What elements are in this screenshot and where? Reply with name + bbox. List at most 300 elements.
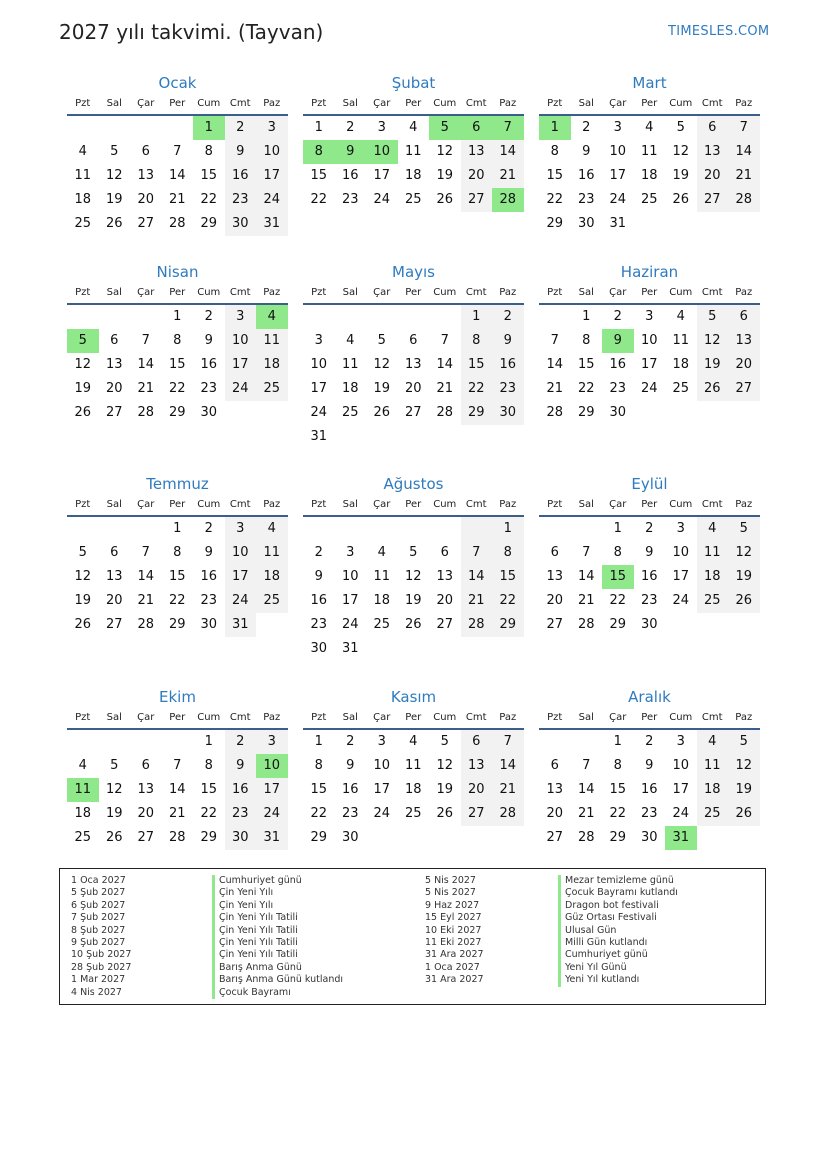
- weekday-label: Pzt: [311, 712, 327, 723]
- day-cell: 3: [314, 333, 323, 348]
- day-cell: 6: [461, 730, 493, 754]
- day-grid: [67, 305, 288, 425]
- day-cell: 4: [409, 120, 418, 135]
- empty-cell: [130, 517, 162, 541]
- day-cell: 29: [200, 830, 218, 845]
- day-cell: 20: [105, 593, 123, 608]
- day-cell: 23: [200, 593, 218, 608]
- weekday-label: Paz: [263, 98, 281, 109]
- day-cell: 10: [609, 144, 627, 159]
- day-cell: 7: [582, 545, 591, 560]
- day-cell: 8: [314, 758, 323, 773]
- month-8: [303, 473, 524, 661]
- weekday-label: Sal: [342, 287, 358, 298]
- weekday-label: Sal: [342, 712, 358, 723]
- day-cell: 21: [436, 381, 454, 396]
- weekday-label: Pzt: [311, 98, 327, 109]
- day-cell: 30: [492, 401, 524, 425]
- day-cell: 22: [200, 806, 218, 821]
- day-cell: 21: [137, 593, 155, 608]
- empty-cell: [99, 730, 131, 754]
- month-6: [539, 261, 760, 425]
- weekday-label: Pzt: [75, 287, 91, 298]
- day-cell: 18: [373, 593, 391, 608]
- day-cell: 6: [110, 545, 119, 560]
- day-cell: 1: [492, 517, 524, 541]
- day-cell: 22: [168, 593, 186, 608]
- weekday-label: Paz: [735, 712, 753, 723]
- day-cell: 22: [310, 192, 328, 207]
- weekday-label: Çar: [137, 287, 155, 298]
- day-grid: [303, 730, 524, 850]
- day-cell: 20: [546, 806, 564, 821]
- day-cell: 2: [645, 734, 654, 749]
- day-cell: 6: [141, 144, 150, 159]
- day-cell: 8: [492, 541, 524, 565]
- day-cell: 10: [672, 545, 690, 560]
- holiday-name: Cumhuriyet günü: [212, 875, 343, 887]
- day-cell: 24: [672, 593, 690, 608]
- empty-cell: [461, 517, 493, 541]
- holiday-date: 6 Şub 2027: [71, 899, 126, 911]
- day-cell: 5: [110, 758, 119, 773]
- day-cell: 29: [492, 613, 524, 637]
- day-cell: 4: [377, 545, 386, 560]
- day-cell: 18: [697, 565, 729, 589]
- day-cell: 24: [225, 589, 257, 613]
- day-cell: 25: [697, 589, 729, 613]
- day-cell: 25: [640, 192, 658, 207]
- day-cell: 5: [377, 333, 386, 348]
- weekday-label: Sal: [106, 499, 122, 510]
- day-cell: 20: [105, 381, 123, 396]
- weekday-label: Per: [405, 98, 422, 109]
- day-cell: 25: [74, 830, 92, 845]
- weekday-label: Cum: [197, 499, 221, 510]
- day-cell: 21: [168, 192, 186, 207]
- day-cell: 15: [577, 357, 595, 372]
- day-cell: 26: [697, 377, 729, 401]
- empty-cell: [571, 517, 603, 541]
- day-cell: 24: [640, 381, 658, 396]
- day-cell: 29: [200, 216, 218, 231]
- weekday-label: Çar: [373, 712, 391, 723]
- day-cell: 28: [168, 830, 186, 845]
- day-cell: 10: [640, 333, 658, 348]
- day-cell: 14: [168, 168, 186, 183]
- day-cell: 20: [697, 164, 729, 188]
- weekday-header: [539, 283, 760, 305]
- day-cell: 10: [310, 357, 328, 372]
- weekday-label: Sal: [342, 499, 358, 510]
- day-cell: 5: [697, 305, 729, 329]
- weekday-label: Cmt: [229, 499, 251, 510]
- day-cell: 1: [314, 734, 323, 749]
- day-cell: 24: [672, 806, 690, 821]
- day-cell: 15: [200, 168, 218, 183]
- weekday-label: Cmt: [229, 712, 251, 723]
- day-cell: 26: [728, 589, 760, 613]
- holiday-name: Çin Yeni Yılı Tatili: [212, 925, 343, 937]
- day-cell: 25: [672, 381, 690, 396]
- empty-cell: [539, 305, 571, 329]
- day-cell: 1: [613, 521, 622, 536]
- day-cell: 25: [404, 192, 422, 207]
- day-cell: 14: [168, 782, 186, 797]
- day-cell: 30: [341, 830, 359, 845]
- day-cell: 27: [137, 830, 155, 845]
- day-cell: 17: [373, 782, 391, 797]
- day-cell: 5: [409, 545, 418, 560]
- day-cell: 27: [461, 802, 493, 826]
- page-title: 2027 yılı takvimi. (Tayvan): [59, 20, 324, 44]
- day-cell: 18: [640, 168, 658, 183]
- holiday-list: [59, 868, 766, 1005]
- day-cell: 3: [346, 545, 355, 560]
- day-grid: [539, 730, 760, 850]
- month-3: [539, 72, 760, 236]
- day-cell: 7: [173, 758, 182, 773]
- day-cell: 22: [168, 381, 186, 396]
- weekday-label: Sal: [106, 98, 122, 109]
- holiday-names-right: [558, 875, 678, 987]
- weekday-header: [539, 94, 760, 116]
- day-cell: 10: [225, 541, 257, 565]
- day-cell: 15: [461, 353, 493, 377]
- day-cell: 23: [200, 381, 218, 396]
- weekday-label: Cum: [669, 712, 693, 723]
- day-cell: 15: [168, 357, 186, 372]
- day-cell: 4: [697, 517, 729, 541]
- day-cell: 31: [256, 212, 288, 236]
- day-cell: 18: [341, 381, 359, 396]
- day-cell: 5: [110, 144, 119, 159]
- day-cell: 19: [105, 192, 123, 207]
- empty-cell: [429, 517, 461, 541]
- holiday-date: 5 Nis 2027: [425, 887, 476, 899]
- holiday-day-cell: 28: [492, 188, 524, 212]
- day-cell: 31: [310, 429, 328, 444]
- empty-cell: [429, 305, 461, 329]
- month-name: Haziran: [620, 263, 679, 281]
- day-cell: 5: [728, 517, 760, 541]
- day-cell: 17: [256, 164, 288, 188]
- day-cell: 21: [577, 593, 595, 608]
- day-cell: 12: [105, 782, 123, 797]
- day-cell: 29: [168, 617, 186, 632]
- day-cell: 25: [74, 216, 92, 231]
- day-cell: 19: [436, 168, 454, 183]
- day-cell: 30: [200, 405, 218, 420]
- month-7: [67, 473, 288, 637]
- day-cell: 30: [609, 405, 627, 420]
- day-cell: 20: [461, 164, 493, 188]
- day-cell: 5: [676, 120, 685, 135]
- day-cell: 19: [672, 168, 690, 183]
- day-cell: 2: [346, 734, 355, 749]
- weekday-label: Paz: [735, 499, 753, 510]
- day-cell: 22: [310, 806, 328, 821]
- day-cell: 9: [645, 758, 654, 773]
- day-cell: 8: [173, 333, 182, 348]
- day-cell: 22: [492, 589, 524, 613]
- day-cell: 2: [225, 730, 257, 754]
- day-grid: [303, 116, 524, 212]
- day-cell: 14: [577, 569, 595, 584]
- day-cell: 17: [672, 569, 690, 584]
- day-cell: 23: [341, 192, 359, 207]
- day-cell: 13: [436, 569, 454, 584]
- empty-cell: [162, 116, 194, 140]
- holiday-day-cell: 4: [256, 305, 288, 329]
- holiday-names-left: [212, 875, 343, 999]
- day-cell: 29: [461, 401, 493, 425]
- day-cell: 1: [173, 521, 182, 536]
- month-name: Şubat: [391, 74, 436, 92]
- weekday-label: Çar: [373, 499, 391, 510]
- day-cell: 3: [256, 730, 288, 754]
- day-cell: 3: [225, 517, 257, 541]
- weekday-label: Pzt: [547, 712, 563, 723]
- holiday-date: 9 Şub 2027: [71, 937, 126, 949]
- holiday-dates-right: [425, 875, 484, 987]
- day-cell: 3: [256, 116, 288, 140]
- day-cell: 8: [173, 545, 182, 560]
- holiday-date: 10 Eki 2027: [425, 924, 482, 936]
- day-cell: 2: [492, 305, 524, 329]
- month-2: [303, 72, 524, 212]
- day-cell: 1: [314, 120, 323, 135]
- holiday-name: Yeni Yıl kutlandı: [558, 974, 678, 986]
- day-cell: 28: [168, 216, 186, 231]
- day-grid: [67, 730, 288, 850]
- day-cell: 18: [404, 168, 422, 183]
- weekday-label: Pzt: [75, 98, 91, 109]
- day-cell: 13: [137, 168, 155, 183]
- holiday-day-cell: 7: [492, 116, 524, 140]
- day-cell: 20: [137, 806, 155, 821]
- day-cell: 21: [492, 778, 524, 802]
- weekday-label: Paz: [499, 499, 517, 510]
- day-cell: 9: [204, 333, 213, 348]
- day-cell: 9: [492, 329, 524, 353]
- month-name: Ocak: [158, 74, 197, 92]
- day-cell: 29: [577, 405, 595, 420]
- weekday-label: Per: [641, 499, 658, 510]
- day-cell: 2: [225, 116, 257, 140]
- day-cell: 31: [609, 216, 627, 231]
- day-cell: 18: [697, 778, 729, 802]
- day-cell: 1: [173, 309, 182, 324]
- day-cell: 6: [409, 333, 418, 348]
- day-cell: 26: [105, 830, 123, 845]
- weekday-header: [539, 495, 760, 517]
- day-cell: 22: [609, 806, 627, 821]
- day-cell: 18: [74, 192, 92, 207]
- empty-cell: [303, 517, 335, 541]
- day-cell: 16: [341, 168, 359, 183]
- day-cell: 2: [314, 545, 323, 560]
- day-cell: 19: [105, 806, 123, 821]
- holiday-name: Çocuk Bayramı kutlandı: [558, 887, 678, 899]
- weekday-label: Çar: [373, 287, 391, 298]
- day-cell: 21: [546, 381, 564, 396]
- weekday-label: Sal: [578, 98, 594, 109]
- weekday-label: Paz: [263, 287, 281, 298]
- day-cell: 20: [461, 778, 493, 802]
- weekday-label: Cum: [197, 287, 221, 298]
- day-cell: 29: [609, 617, 627, 632]
- holiday-day-cell: 31: [665, 826, 697, 850]
- weekday-label: Cmt: [465, 712, 487, 723]
- day-cell: 12: [373, 357, 391, 372]
- day-cell: 2: [613, 309, 622, 324]
- day-cell: 8: [613, 758, 622, 773]
- day-cell: 21: [137, 381, 155, 396]
- day-cell: 28: [137, 617, 155, 632]
- day-cell: 6: [728, 305, 760, 329]
- empty-cell: [67, 730, 99, 754]
- day-cell: 27: [436, 617, 454, 632]
- day-cell: 29: [168, 405, 186, 420]
- day-cell: 7: [550, 333, 559, 348]
- day-cell: 7: [440, 333, 449, 348]
- day-cell: 15: [492, 565, 524, 589]
- day-cell: 14: [461, 565, 493, 589]
- day-cell: 28: [492, 802, 524, 826]
- empty-cell: [99, 517, 131, 541]
- day-cell: 3: [613, 120, 622, 135]
- day-cell: 11: [341, 357, 359, 372]
- day-cell: 27: [461, 188, 493, 212]
- day-cell: 23: [310, 617, 328, 632]
- day-cell: 13: [461, 754, 493, 778]
- brand-link[interactable]: TIMESLES.COM: [668, 24, 770, 39]
- day-cell: 24: [225, 377, 257, 401]
- day-cell: 27: [105, 617, 123, 632]
- day-cell: 5: [728, 730, 760, 754]
- holiday-date: 1 Oca 2027: [71, 875, 126, 886]
- day-cell: 28: [577, 617, 595, 632]
- holiday-date: 5 Nis 2027: [425, 875, 476, 886]
- day-cell: 13: [546, 569, 564, 584]
- holiday-name: Çin Yeni Yılı Tatili: [212, 949, 343, 961]
- day-cell: 17: [373, 168, 391, 183]
- day-grid: [539, 116, 760, 236]
- weekday-label: Per: [641, 712, 658, 723]
- day-cell: 14: [492, 754, 524, 778]
- day-cell: 1: [461, 305, 493, 329]
- weekday-label: Çar: [137, 712, 155, 723]
- day-cell: 13: [137, 782, 155, 797]
- weekday-header: [539, 708, 760, 730]
- day-cell: 21: [461, 589, 493, 613]
- day-cell: 11: [697, 541, 729, 565]
- weekday-header: [303, 495, 524, 517]
- day-cell: 7: [461, 541, 493, 565]
- weekday-label: Cum: [669, 98, 693, 109]
- weekday-label: Sal: [106, 712, 122, 723]
- weekday-label: Per: [641, 98, 658, 109]
- day-cell: 28: [577, 830, 595, 845]
- day-cell: 24: [341, 617, 359, 632]
- empty-cell: [398, 305, 430, 329]
- day-cell: 2: [204, 521, 213, 536]
- day-cell: 16: [225, 778, 257, 802]
- weekday-header: [67, 94, 288, 116]
- day-cell: 27: [105, 405, 123, 420]
- day-cell: 28: [436, 405, 454, 420]
- empty-cell: [67, 305, 99, 329]
- holiday-day-cell: 9: [602, 329, 634, 353]
- day-grid: [67, 116, 288, 236]
- weekday-label: Pzt: [75, 499, 91, 510]
- holiday-name: Dragon bot festivali: [558, 900, 678, 912]
- weekday-label: Çar: [609, 287, 627, 298]
- weekday-header: [67, 495, 288, 517]
- day-cell: 23: [609, 381, 627, 396]
- weekday-label: Per: [405, 712, 422, 723]
- holiday-name: Yeni Yıl Günü: [558, 962, 678, 974]
- day-cell: 12: [672, 144, 690, 159]
- day-cell: 7: [728, 116, 760, 140]
- month-name: Mart: [632, 74, 667, 92]
- day-cell: 12: [74, 357, 92, 372]
- day-cell: 15: [168, 569, 186, 584]
- weekday-label: Cmt: [465, 499, 487, 510]
- day-cell: 16: [225, 164, 257, 188]
- day-cell: 22: [577, 381, 595, 396]
- day-cell: 15: [546, 168, 564, 183]
- day-cell: 26: [436, 806, 454, 821]
- day-cell: 11: [640, 144, 658, 159]
- weekday-label: Paz: [735, 98, 753, 109]
- weekday-header: [303, 283, 524, 305]
- day-cell: 16: [640, 569, 658, 584]
- day-cell: 11: [672, 333, 690, 348]
- day-cell: 26: [74, 405, 92, 420]
- weekday-label: Çar: [609, 98, 627, 109]
- day-cell: 4: [78, 758, 87, 773]
- day-cell: 12: [404, 569, 422, 584]
- month-name: Nisan: [156, 263, 199, 281]
- day-cell: 19: [728, 565, 760, 589]
- day-cell: 17: [256, 778, 288, 802]
- day-cell: 8: [550, 144, 559, 159]
- weekday-label: Pzt: [311, 287, 327, 298]
- holiday-day-cell: 1: [193, 116, 225, 140]
- weekday-label: Sal: [342, 98, 358, 109]
- weekday-label: Per: [169, 287, 186, 298]
- day-cell: 31: [225, 613, 257, 637]
- day-cell: 8: [204, 758, 213, 773]
- day-cell: 9: [225, 754, 257, 778]
- day-cell: 16: [492, 353, 524, 377]
- day-cell: 21: [492, 164, 524, 188]
- weekday-label: Cum: [433, 499, 457, 510]
- day-cell: 13: [461, 140, 493, 164]
- day-cell: 11: [373, 569, 391, 584]
- day-cell: 16: [200, 569, 218, 584]
- day-cell: 23: [640, 806, 658, 821]
- weekday-label: Paz: [263, 499, 281, 510]
- day-cell: 29: [310, 830, 328, 845]
- day-cell: 25: [256, 589, 288, 613]
- weekday-label: Pzt: [311, 499, 327, 510]
- day-cell: 24: [373, 192, 391, 207]
- day-cell: 19: [74, 593, 92, 608]
- weekday-label: Çar: [137, 98, 155, 109]
